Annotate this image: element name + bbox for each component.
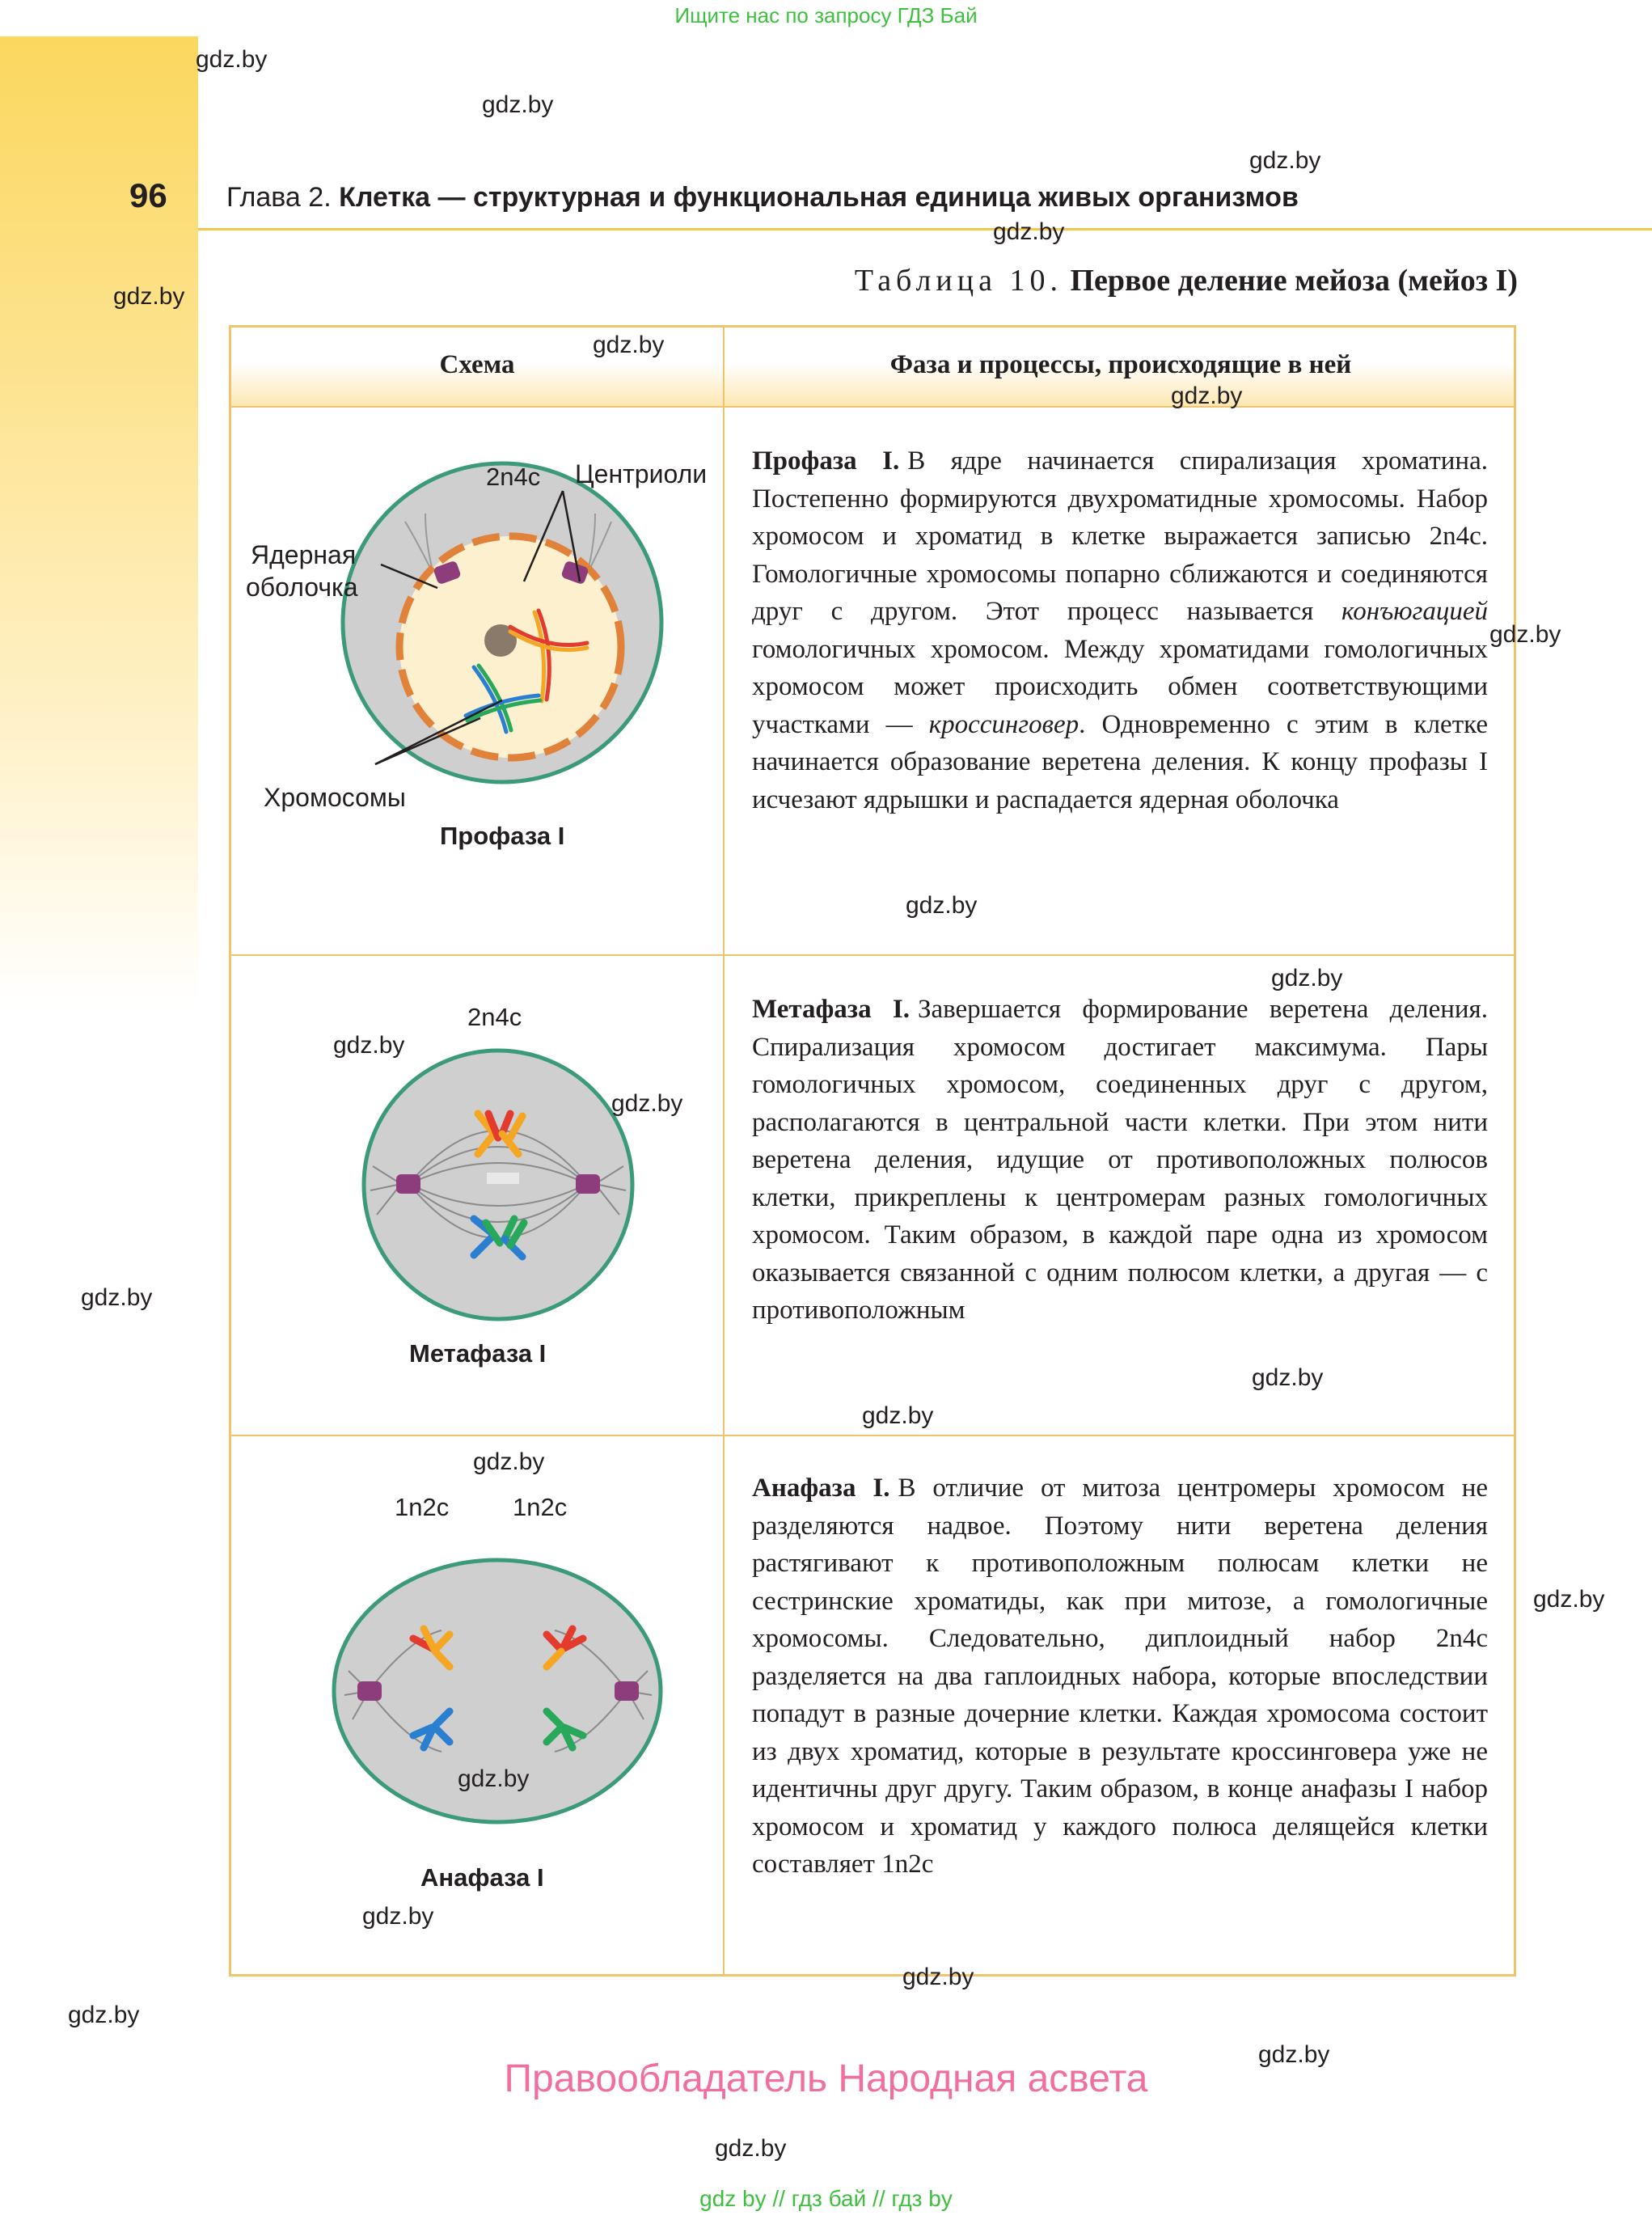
header-phase: Фаза и процессы, происходящие в ней	[889, 350, 1352, 379]
watermark[interactable]: gdz.by	[715, 2135, 787, 2162]
watermark[interactable]: gdz.by	[458, 1765, 530, 1792]
centriole-right	[576, 1174, 600, 1194]
metaphase-body: Завершается формирование веретена деления. Спирализация хромосом достигает максимума. Пары гомологичных хромосом, соединенных друг с другом, располагаются в центральной части клетки. При этом нити веретена деления, идущие от противоположных полюсов клетки, прикреплены к центромерам разных гомологичных хромосом. Таким образом, в каждой паре одна из хромосом оказывается связанной с одним полюсом клетки, а другая — с противоположным	[752, 995, 1488, 1325]
watermark[interactable]: gdz.by	[68, 2002, 140, 2028]
prophase-text	[752, 442, 1488, 818]
metaphase-caption: Метафаза I	[409, 1339, 547, 1368]
centriole-left	[357, 1681, 382, 1701]
table-caption-label: Таблица 10.	[854, 264, 1063, 298]
prophase-diagram	[231, 408, 721, 952]
watermark[interactable]: gdz.by	[862, 1402, 934, 1429]
chapter-title: Клетка — структурная и функциональная единица живых организмов	[339, 182, 1299, 213]
table-header	[231, 328, 1514, 406]
anaphase-diagram	[231, 1436, 721, 1977]
chapter-header	[226, 182, 1299, 214]
watermark[interactable]: gdz.by	[1249, 147, 1321, 174]
metaphase-text	[752, 991, 1488, 1330]
anaphase-caption: Анафаза I	[420, 1863, 544, 1892]
watermark[interactable]: gdz.by	[902, 1964, 974, 1990]
page-number: 96	[129, 176, 167, 214]
watermark[interactable]: gdz.by	[362, 1903, 434, 1930]
anaphase-name: Анафаза I.	[752, 1474, 890, 1503]
watermark[interactable]: gdz.by	[482, 91, 554, 118]
centriole-right	[615, 1681, 639, 1701]
watermark[interactable]: gdz.by	[611, 1090, 683, 1117]
watermark[interactable]: gdz.by	[906, 892, 978, 919]
watermark[interactable]: gdz.by	[81, 1284, 153, 1311]
header-scheme: Схема	[439, 350, 515, 379]
copyright-footer: Правообладатель Народная асвета	[504, 2057, 1148, 2100]
watermark[interactable]: gdz.by	[1171, 383, 1243, 409]
prophase-formula: 2n4c	[486, 463, 541, 491]
prophase-text-1: В ядре начинается спирализация хроматина. Постепенно формируются двухроматидные хромосомы. Набор хромосом и хроматид в клетке выражается записью 2n4c. Гомологичные хромосомы попарно сближаются и соединяются друг с другом. Этот процесс называется	[752, 446, 1488, 626]
nuclear-envelope-label-2: оболочка	[246, 573, 358, 602]
watermark[interactable]: gdz.by	[1258, 2041, 1330, 2068]
header-rule	[198, 228, 1652, 230]
crossing-over-term: кроссинговер	[928, 709, 1080, 739]
table-caption	[855, 263, 1518, 298]
row-divider	[231, 406, 1514, 408]
conjugation-term: конъюгацией	[1341, 597, 1488, 626]
prophase-text-2: гомологичных хромосом. Между хроматидами гомологичных хромосом может происходить обмен соответствующими участками —	[752, 634, 1488, 739]
metaphase-name: Метафаза I.	[752, 995, 910, 1024]
centriole-left	[396, 1174, 420, 1194]
anaphase-formula-left: 1n2c	[395, 1493, 450, 1521]
sidebar-accent	[0, 36, 198, 1007]
watermark[interactable]: gdz.by	[593, 332, 665, 358]
prophase-caption: Профаза I	[440, 822, 565, 850]
meiosis-table	[229, 325, 1516, 1977]
watermark[interactable]: gdz.by	[333, 1032, 405, 1059]
prophase-text-3: . Одновременно с этим в клетке начинается образование веретена деления. К концу профазы I исчезают ядрышки и распадается ядерная оболочка	[752, 709, 1488, 814]
chapter-prefix: Глава 2.	[226, 182, 332, 213]
watermark[interactable]: gdz.by	[113, 283, 185, 310]
watermark[interactable]: gdz.by	[196, 46, 268, 73]
anaphase-text	[752, 1469, 1488, 1884]
anaphase-body: В отличие от митоза центромеры хромосом не разделяются надвое. Поэтому нити веретена деления растягивают к противоположным полюсам клетки не сестринские хроматиды, как при митозе, а гомологичные хромосомы. Следовательно, диплоидный набор 2n4c разделяется на два гаплоидных набора, которые впоследствии попадут в разные дочерние клетки. Каждая хромосома состоит из двух хроматид, которые в результате кроссинговера уже не идентичны друг другу. Таким образом, в конце анафазы I набор хромосом и хроматид у каждого полюса делящейся клетки составляет 1n2c	[752, 1474, 1488, 1879]
metaphase-diagram	[231, 956, 721, 1433]
watermark[interactable]: gdz.by	[473, 1448, 545, 1475]
centrioles-label: Центриоли	[575, 459, 708, 488]
anaphase-formula-right: 1n2c	[513, 1493, 568, 1521]
metaphase-formula: 2n4c	[467, 1003, 522, 1031]
top-banner[interactable]: Ищите нас по запросу ГДЗ Бай	[674, 3, 978, 27]
watermark[interactable]: gdz.by	[993, 218, 1065, 245]
table-caption-title: Первое деление мейоза (мейоз I)	[1070, 264, 1518, 298]
nuclear-envelope-label-1: Ядерная	[251, 540, 357, 569]
chromosomes-label: Хромосомы	[264, 783, 406, 812]
watermark[interactable]: gdz.by	[1533, 1586, 1605, 1613]
equator-plate	[487, 1173, 519, 1184]
column-divider	[723, 328, 725, 1974]
footer-links[interactable]: gdz by // гдз бай // гдз by	[699, 2186, 953, 2211]
watermark[interactable]: gdz.by	[1271, 965, 1343, 991]
prophase-name: Профаза I.	[752, 446, 900, 476]
watermark[interactable]: gdz.by	[1252, 1364, 1324, 1391]
watermark[interactable]: gdz.by	[1489, 621, 1561, 648]
